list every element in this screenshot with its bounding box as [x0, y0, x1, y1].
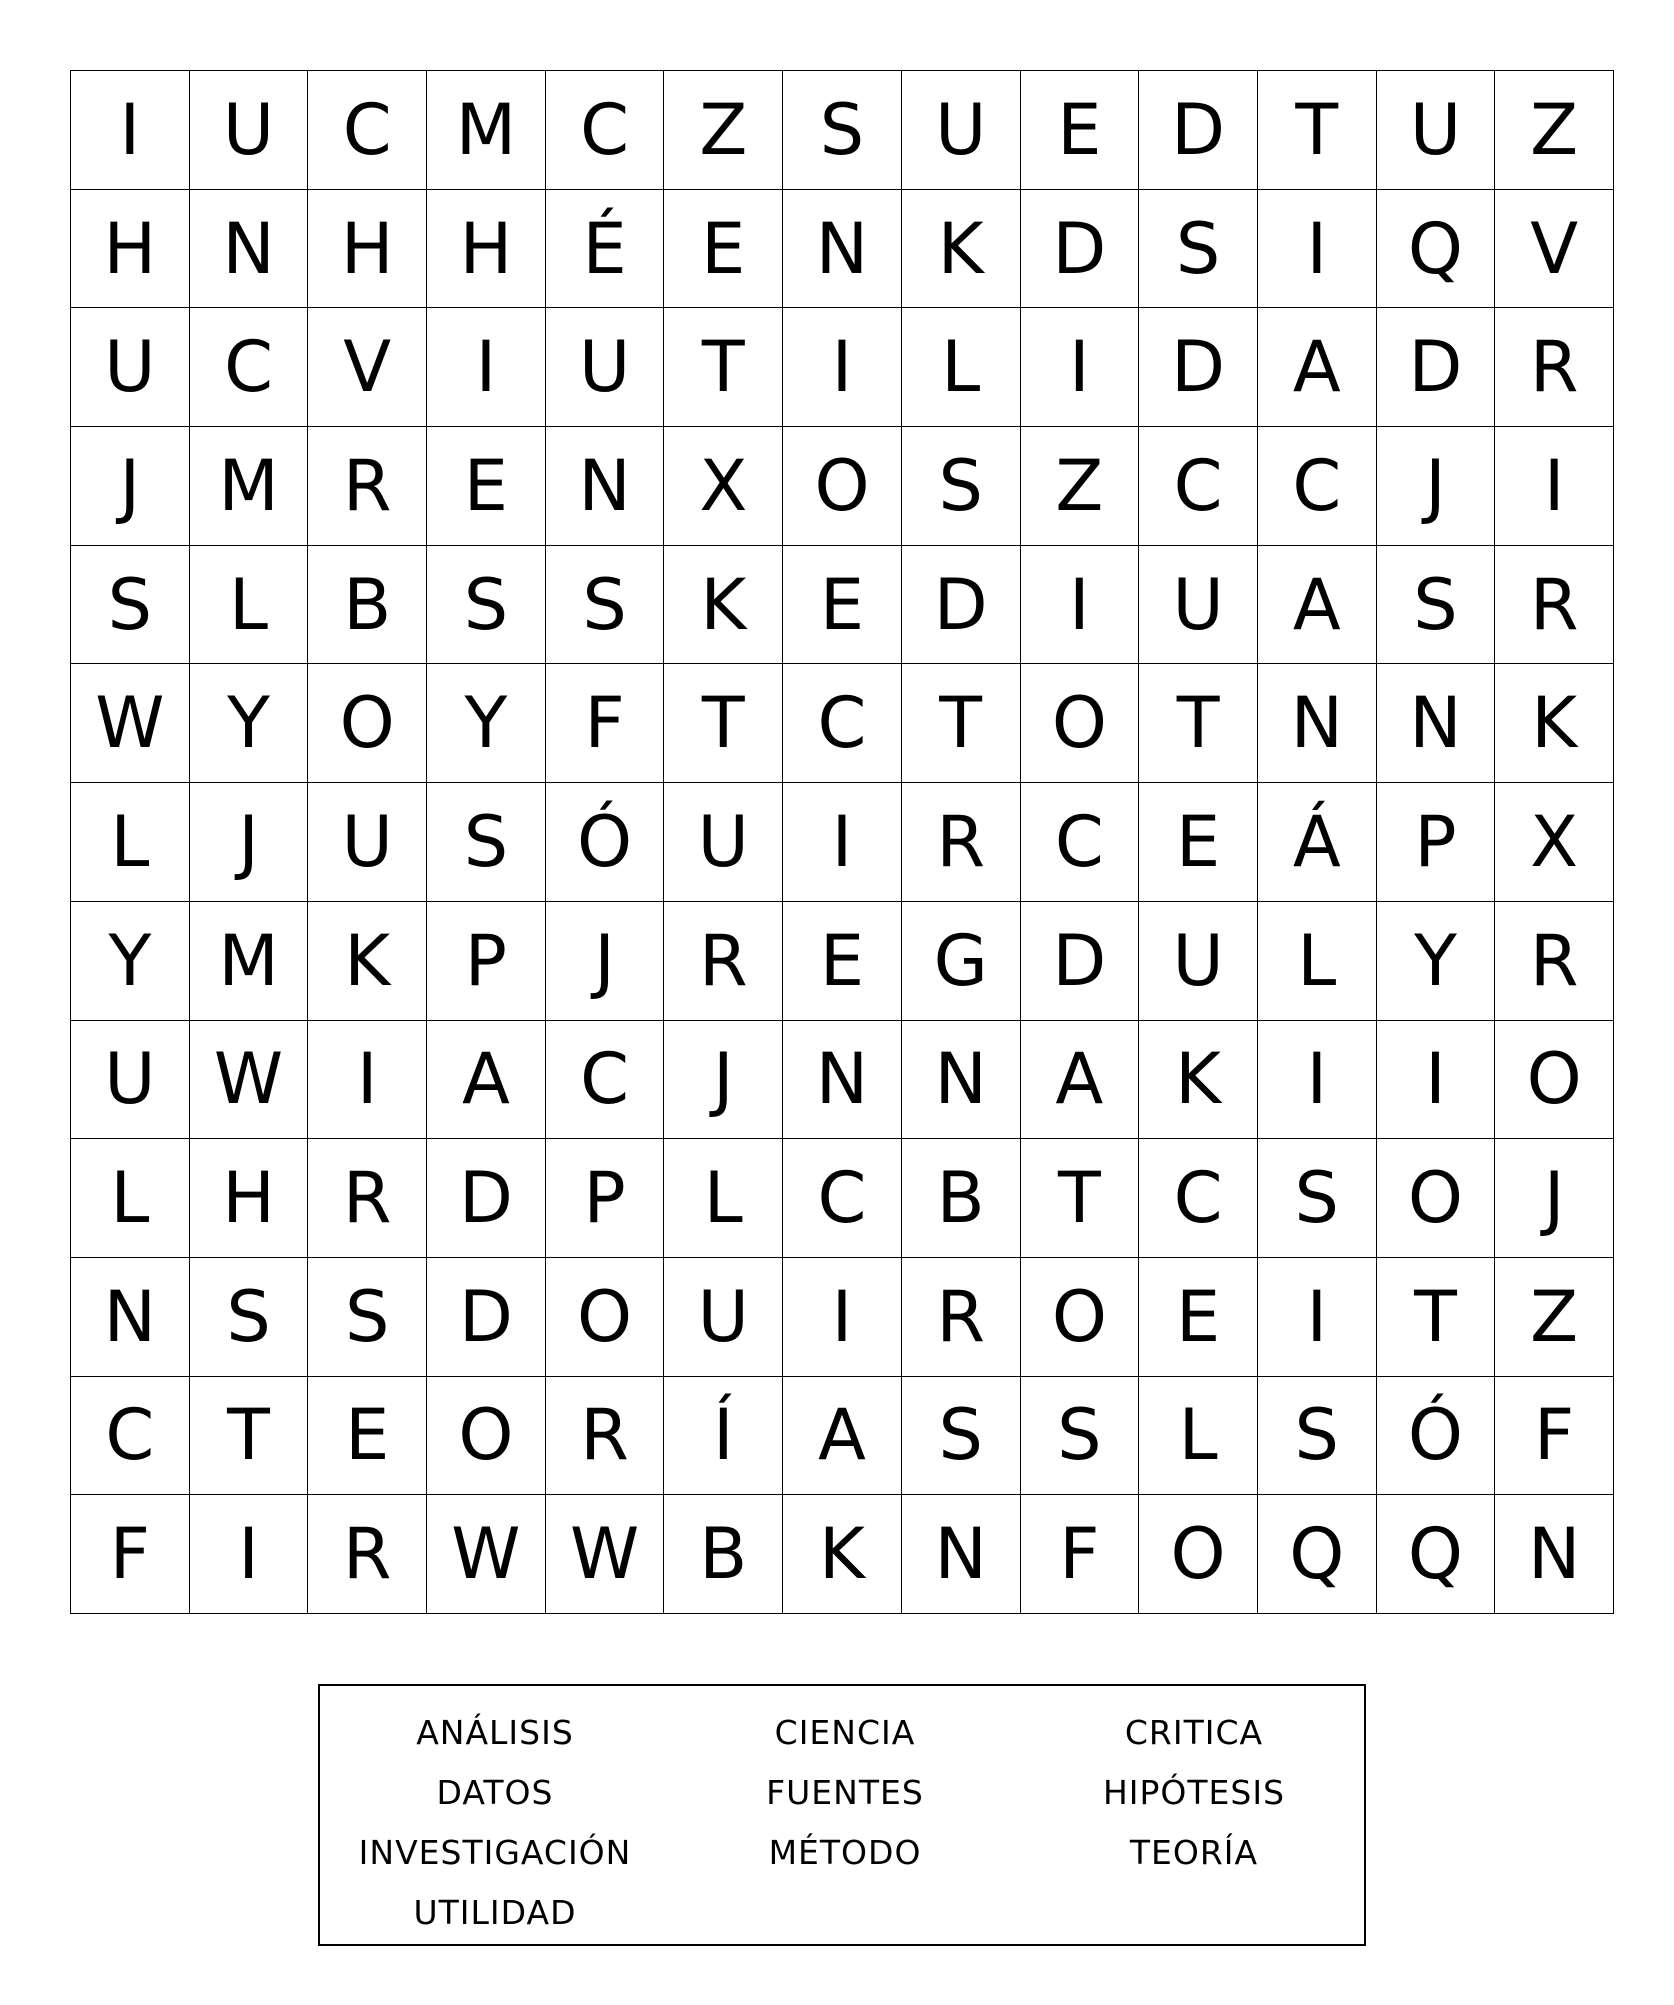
grid-cell[interactable]: N	[902, 1495, 1021, 1614]
grid-cell[interactable]: O	[308, 664, 427, 783]
grid-cell[interactable]: N	[546, 427, 665, 546]
grid-cell[interactable]: N	[71, 1258, 190, 1377]
grid-cell[interactable]: I	[190, 1495, 309, 1614]
grid-cell[interactable]: T	[1139, 664, 1258, 783]
grid-cell[interactable]: K	[902, 190, 1021, 309]
grid-cell[interactable]: C	[1258, 427, 1377, 546]
word-list	[320, 1702, 1364, 1942]
grid-cell[interactable]: J	[71, 427, 190, 546]
grid-cell[interactable]: J	[190, 783, 309, 902]
grid-cell[interactable]: L	[71, 783, 190, 902]
grid-cell[interactable]: Z	[664, 71, 783, 190]
grid-cell[interactable]: B	[902, 1139, 1021, 1258]
grid-cell[interactable]: B	[308, 546, 427, 665]
grid-cell[interactable]: D	[902, 546, 1021, 665]
word-list-item: ANÁLISIS	[416, 1712, 574, 1752]
grid-cell[interactable]: O	[1139, 1495, 1258, 1614]
grid-cell[interactable]: I	[1495, 427, 1614, 546]
grid-cell[interactable]: U	[664, 783, 783, 902]
grid-cell[interactable]: D	[427, 1258, 546, 1377]
grid-cell[interactable]: L	[1139, 1377, 1258, 1496]
grid-cell[interactable]: R	[308, 1139, 427, 1258]
grid-cell[interactable]: A	[1258, 308, 1377, 427]
grid-cell[interactable]: K	[308, 902, 427, 1021]
grid-cell[interactable]: C	[546, 71, 665, 190]
grid-cell[interactable]: T	[1377, 1258, 1496, 1377]
grid-cell[interactable]: N	[1377, 664, 1496, 783]
grid-cell[interactable]: C	[1139, 427, 1258, 546]
grid-cell[interactable]: I	[783, 1258, 902, 1377]
grid-cell[interactable]: S	[902, 1377, 1021, 1496]
grid-cell[interactable]: S	[783, 71, 902, 190]
grid-cell[interactable]: U	[1139, 546, 1258, 665]
grid-cell[interactable]: R	[664, 902, 783, 1021]
grid-cell[interactable]: E	[783, 546, 902, 665]
grid-cell[interactable]: S	[427, 546, 546, 665]
grid-cell[interactable]: O	[1377, 1139, 1496, 1258]
word-list-item: DATOS	[436, 1772, 554, 1812]
grid-cell[interactable]: I	[783, 783, 902, 902]
grid-cell[interactable]: Y	[427, 664, 546, 783]
grid-cell[interactable]: S	[902, 427, 1021, 546]
grid-cell[interactable]: C	[190, 308, 309, 427]
grid-cell[interactable]: E	[427, 427, 546, 546]
grid-cell[interactable]: R	[902, 783, 1021, 902]
grid-cell[interactable]: N	[190, 190, 309, 309]
grid-cell[interactable]: A	[1258, 546, 1377, 665]
grid-cell[interactable]: N	[902, 1021, 1021, 1140]
grid-cell[interactable]: Ó	[546, 783, 665, 902]
grid-cell[interactable]: Y	[1377, 902, 1496, 1021]
grid-cell[interactable]: S	[427, 783, 546, 902]
grid-cell[interactable]: D	[1377, 308, 1496, 427]
grid-cell[interactable]: W	[71, 664, 190, 783]
grid-cell[interactable]: S	[71, 546, 190, 665]
grid-cell[interactable]: M	[427, 71, 546, 190]
grid-cell[interactable]: K	[783, 1495, 902, 1614]
grid-cell[interactable]: K	[664, 546, 783, 665]
grid-cell[interactable]: U	[546, 308, 665, 427]
word-list-item: CIENCIA	[774, 1712, 916, 1752]
grid-cell[interactable]: O	[783, 427, 902, 546]
grid-cell[interactable]: U	[190, 71, 309, 190]
grid-cell[interactable]: U	[71, 308, 190, 427]
grid-cell[interactable]: F	[71, 1495, 190, 1614]
grid-cell[interactable]: M	[190, 427, 309, 546]
grid-cell[interactable]: V	[1495, 190, 1614, 309]
grid-cell[interactable]: C	[71, 1377, 190, 1496]
grid-cell[interactable]: P	[546, 1139, 665, 1258]
grid-cell[interactable]: I	[1258, 190, 1377, 309]
grid-cell[interactable]: O	[1021, 664, 1140, 783]
grid-cell[interactable]: Q	[1258, 1495, 1377, 1614]
grid-cell[interactable]: X	[664, 427, 783, 546]
grid-cell[interactable]: F	[546, 664, 665, 783]
grid-cell[interactable]: H	[308, 190, 427, 309]
grid-cell[interactable]: Í	[664, 1377, 783, 1496]
grid-cell[interactable]: S	[308, 1258, 427, 1377]
grid-cell[interactable]: H	[190, 1139, 309, 1258]
grid-cell[interactable]: C	[783, 664, 902, 783]
grid-cell[interactable]: S	[1258, 1139, 1377, 1258]
grid-cell[interactable]: R	[902, 1258, 1021, 1377]
grid-cell[interactable]: D	[1139, 308, 1258, 427]
grid-cell[interactable]: O	[546, 1258, 665, 1377]
grid-cell[interactable]: T	[190, 1377, 309, 1496]
grid-cell[interactable]: E	[1021, 71, 1140, 190]
grid-cell[interactable]: T	[1021, 1139, 1140, 1258]
grid-cell[interactable]: M	[190, 902, 309, 1021]
grid-cell[interactable]: Q	[1377, 190, 1496, 309]
grid-cell[interactable]: D	[1021, 190, 1140, 309]
grid-cell[interactable]: N	[1258, 664, 1377, 783]
word-list-item: CRITICA	[1124, 1712, 1264, 1752]
grid-cell[interactable]: J	[546, 902, 665, 1021]
grid-cell[interactable]: Q	[1377, 1495, 1496, 1614]
grid-cell[interactable]: D	[1139, 71, 1258, 190]
grid-cell[interactable]: K	[1495, 664, 1614, 783]
grid-cell[interactable]: J	[1495, 1139, 1614, 1258]
word-list-item: MÉTODO	[768, 1832, 922, 1872]
grid-cell[interactable]: F	[1495, 1377, 1614, 1496]
word-list-item: UTILIDAD	[413, 1892, 577, 1932]
grid-cell[interactable]: L	[664, 1139, 783, 1258]
grid-cell[interactable]: R	[546, 1377, 665, 1496]
grid-cell[interactable]: A	[427, 1021, 546, 1140]
grid-cell[interactable]: Y	[190, 664, 309, 783]
grid-cell[interactable]: R	[308, 1495, 427, 1614]
grid-cell[interactable]: I	[308, 1021, 427, 1140]
grid-cell[interactable]: I	[1258, 1258, 1377, 1377]
grid-cell[interactable]: S	[1021, 1377, 1140, 1496]
grid-cell[interactable]: E	[1139, 1258, 1258, 1377]
grid-cell[interactable]: L	[902, 308, 1021, 427]
grid-cell[interactable]: S	[1258, 1377, 1377, 1496]
grid-cell[interactable]: E	[783, 902, 902, 1021]
grid-cell[interactable]: D	[427, 1139, 546, 1258]
grid-cell[interactable]: Á	[1258, 783, 1377, 902]
grid-cell[interactable]: I	[1377, 1021, 1496, 1140]
grid-cell[interactable]: C	[1139, 1139, 1258, 1258]
grid-cell[interactable]: W	[427, 1495, 546, 1614]
word-list-item: HIPÓTESIS	[1102, 1772, 1286, 1812]
grid-cell[interactable]: V	[308, 308, 427, 427]
grid-cell[interactable]: K	[1139, 1021, 1258, 1140]
grid-cell[interactable]: I	[71, 71, 190, 190]
grid-cell[interactable]: S	[546, 546, 665, 665]
grid-cell[interactable]: G	[902, 902, 1021, 1021]
grid-cell[interactable]: Z	[1021, 427, 1140, 546]
grid-cell[interactable]: I	[783, 308, 902, 427]
letter-grid	[70, 70, 1614, 1614]
grid-cell[interactable]: W	[546, 1495, 665, 1614]
grid-cell[interactable]: T	[664, 664, 783, 783]
grid-cell[interactable]: C	[546, 1021, 665, 1140]
grid-cell[interactable]: N	[1495, 1495, 1614, 1614]
grid-cell[interactable]: A	[783, 1377, 902, 1496]
grid-cell[interactable]: P	[1377, 783, 1496, 902]
grid-cell[interactable]: I	[427, 308, 546, 427]
grid-cell[interactable]: A	[1021, 1021, 1140, 1140]
grid-cell[interactable]: L	[190, 546, 309, 665]
word-list-box	[318, 1684, 1366, 1946]
grid-cell[interactable]: L	[1258, 902, 1377, 1021]
grid-cell[interactable]: H	[427, 190, 546, 309]
grid-cell[interactable]: Z	[1495, 71, 1614, 190]
grid-cell[interactable]: I	[1021, 308, 1140, 427]
grid-cell[interactable]: U	[664, 1258, 783, 1377]
grid-cell[interactable]: É	[546, 190, 665, 309]
grid-cell[interactable]: S	[1377, 546, 1496, 665]
grid-cell[interactable]: H	[71, 190, 190, 309]
grid-cell[interactable]: X	[1495, 783, 1614, 902]
grid-cell[interactable]: W	[190, 1021, 309, 1140]
word-list-item: INVESTIGACIÓN	[358, 1832, 632, 1872]
grid-cell[interactable]: D	[1021, 902, 1140, 1021]
word-list-item: FUENTES	[766, 1772, 924, 1812]
grid-cell[interactable]: U	[1377, 71, 1496, 190]
grid-cell[interactable]: J	[664, 1021, 783, 1140]
grid-cell[interactable]: N	[783, 190, 902, 309]
grid-cell[interactable]: J	[1377, 427, 1496, 546]
grid-cell[interactable]: O	[1495, 1021, 1614, 1140]
grid-cell[interactable]: C	[1021, 783, 1140, 902]
grid-cell[interactable]: I	[1021, 546, 1140, 665]
grid-cell[interactable]: I	[1258, 1021, 1377, 1140]
grid-cell[interactable]: F	[1021, 1495, 1140, 1614]
grid-cell[interactable]: U	[71, 1021, 190, 1140]
grid-cell[interactable]: R	[308, 427, 427, 546]
grid-cell[interactable]: L	[71, 1139, 190, 1258]
grid-cell[interactable]: U	[902, 71, 1021, 190]
grid-cell[interactable]: U	[308, 783, 427, 902]
grid-cell[interactable]: O	[1021, 1258, 1140, 1377]
grid-cell[interactable]: R	[1495, 902, 1614, 1021]
grid-cell[interactable]: B	[664, 1495, 783, 1614]
grid-cell[interactable]: R	[1495, 308, 1614, 427]
grid-cell[interactable]: Ó	[1377, 1377, 1496, 1496]
grid-cell[interactable]: T	[902, 664, 1021, 783]
grid-cell[interactable]: E	[308, 1377, 427, 1496]
grid-cell[interactable]: U	[1139, 902, 1258, 1021]
grid-cell[interactable]: N	[783, 1021, 902, 1140]
grid-cell[interactable]: E	[664, 190, 783, 309]
grid-cell[interactable]: Y	[71, 902, 190, 1021]
grid-cell[interactable]: T	[1258, 71, 1377, 190]
word-list-item: TEORÍA	[1129, 1832, 1259, 1872]
grid-cell[interactable]: E	[1139, 783, 1258, 902]
grid-cell[interactable]: O	[427, 1377, 546, 1496]
grid-cell[interactable]: P	[427, 902, 546, 1021]
grid-cell[interactable]: C	[308, 71, 427, 190]
grid-cell[interactable]: S	[1139, 190, 1258, 309]
grid-cell[interactable]: S	[190, 1258, 309, 1377]
grid-cell[interactable]: R	[1495, 546, 1614, 665]
grid-cell[interactable]: T	[664, 308, 783, 427]
grid-cell[interactable]: Z	[1495, 1258, 1614, 1377]
grid-cell[interactable]: C	[783, 1139, 902, 1258]
